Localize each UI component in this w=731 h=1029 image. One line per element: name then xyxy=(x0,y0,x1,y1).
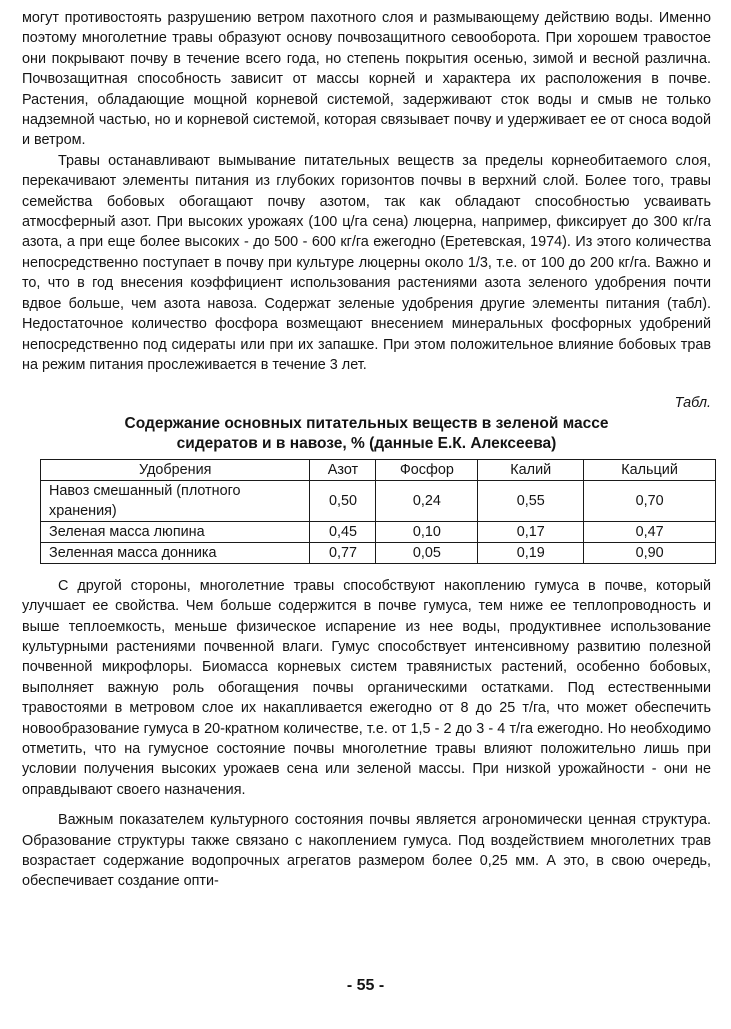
cell-value: 0,50 xyxy=(310,480,376,521)
row-name: Навоз смешанный (плотного хранения) xyxy=(41,480,310,521)
paragraph-2: Травы останавливают вымывание питательных веществ за пределы корнеобитаемого слоя, перекачивают элементы питания из глубоких горизонтов почвы в верхний слой. Более того, травы семейства бобовых обогащают почву азотом, так как обладают способностью усваивать атмосферный азот. При высоких урожаях (100 ц/га сена) люцерна, например, фиксирует до 300 кг/га азота, а при еще более высоких - до 500 - 600 кг/га ежегодно (Еретевская, 1974). Из этого количества непосредственно поступает в почву при культуре люцерны около 1/3, т.е. от 100 до 200 кг/га. Важно и то, что в год внесения коэффициент использования растениями азота зеленого удобрения почти вдвое больше, чем азота навоза. Содержат зеленые удобрения другие элементы питания (табл). Недостаточное количество фосфора возмещают внесением минеральных фосфорных удобрений непосредственно под сидераты или при их запашке. При этом положительное влияние бобовых трав на режим питания прослеживается в течение 3 лет. xyxy=(22,152,711,373)
row-name: Зеленая масса люпина xyxy=(41,521,310,542)
row-name: Зеленная масса донника xyxy=(41,542,310,563)
table-title-line-1: Содержание основных питательных веществ в зеленой массе xyxy=(124,414,609,432)
table-label: Табл. xyxy=(674,395,711,412)
cell-value: 0,70 xyxy=(584,480,716,521)
paragraph-4: Важным показателем культурного состояния почвы является агрономически ценная структура. Образование структуры также связано с накоплением гумуса. Под воздействием многолетних трав возрастает содержание водопрочных агрегатов размером более 0,25 мм. А это, в свою очередь, обеспечивает создание опти- xyxy=(22,812,711,890)
cell-value: 0,19 xyxy=(478,542,584,563)
cell-value: 0,47 xyxy=(584,521,716,542)
header-cell: Кальций xyxy=(584,459,716,480)
paragraph-1: могут противостоять разрушению ветром пахотного слоя и размывающему действию воды. Именно поэтому многолетние травы образуют основу почвозащитного севооборота. При хорошем травостое они покрывают почву в течение всего года, но степень покрытия осенью, зимой и весной различна. Почвозащитная способность зависит от массы корней и характера их расположения в почве. Растения, обладающие мощной корневой системой, задерживают сток воды и смыв не только надземной частью, но и корневой системой, которая связывает почву и удерживает ее от сноса водой и ветром. xyxy=(22,10,711,149)
table-header-row xyxy=(41,459,716,480)
paragraph-3: С другой стороны, многолетние травы способствуют накоплению гумуса в почве, который улучшает ее свойства. Чем больше содержится в почве гумуса, тем ниже ее теплопроводность и выше теплоемкость, меньше физическое испарение из нее воды, продуктивнее использование культурными растениями почвенной влаги. Гумус способствует интенсивному развитию полезной почвенной микрофлоры. Биомасса корневых систем травянистых растений, особенно бобовых, выполняет важную роль обогащения почвы органическими остатками. Под естественными травостоями в метровом слое их накапливается ежегодно от 8 до 25 т/га, что может обеспечить новообразование гумуса в 20-кратном количестве, т.е. от 1,5 - 2 до 3 - 4 т/га ежегодно. Но необходимо отметить, что на гумусное состояние почвы многолетние травы влияют положительно лишь при условии получения высоких урожаев сена или зеленой массы. При низкой урожайности - они не оправдывают своего назначения. xyxy=(22,577,711,798)
table-title-line-2: сидератов и в навозе, % (данные Е.К. Алексеева) xyxy=(176,435,557,453)
cell-value: 0,05 xyxy=(376,542,478,563)
cell-value: 0,77 xyxy=(310,542,376,563)
table-title xyxy=(22,414,711,455)
header-cell: Фосфор xyxy=(376,459,478,480)
cell-value: 0,10 xyxy=(376,521,478,542)
nutrients-table xyxy=(40,459,716,564)
header-cell: Азот xyxy=(310,459,376,480)
cell-value: 0,90 xyxy=(584,542,716,563)
header-cell: Калий xyxy=(478,459,584,480)
cell-value: 0,55 xyxy=(478,480,584,521)
header-cell: Удобрения xyxy=(41,459,310,480)
table-row xyxy=(41,542,716,563)
page-number: - 55 - xyxy=(346,977,385,994)
cell-value: 0,45 xyxy=(310,521,376,542)
table-row xyxy=(41,480,716,521)
table-row xyxy=(41,521,716,542)
cell-value: 0,17 xyxy=(478,521,584,542)
cell-value: 0,24 xyxy=(376,480,478,521)
